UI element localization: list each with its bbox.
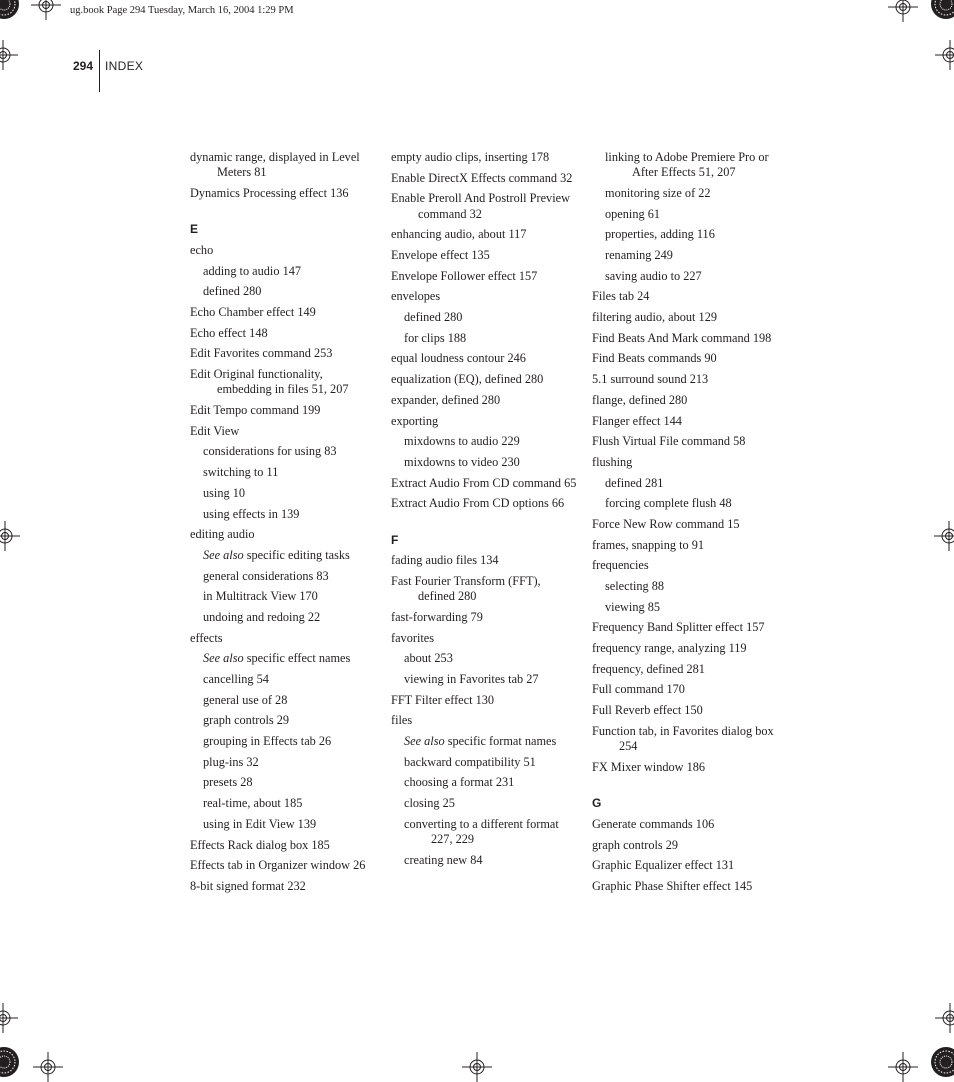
starburst-wheel-icon [0, 1046, 20, 1078]
index-entry [190, 326, 378, 341]
index-subentry [404, 672, 579, 687]
entry-text: Extract Audio From CD options 66 [391, 496, 565, 511]
starburst-wheel-icon [930, 1046, 954, 1078]
section-letter: E [190, 222, 199, 237]
entry-text: specific editing tasks [243, 547, 350, 562]
entry-text: Graphic Equalizer effect 131 [592, 858, 735, 873]
see-also-label: See also [404, 734, 445, 749]
index-subentry [605, 207, 780, 222]
entry-text: equal loudness contour 246 [391, 351, 526, 366]
entry-text: Edit Tempo command 199 [190, 403, 321, 418]
entry-text: Enable DirectX Effects command 32 [391, 170, 573, 185]
entry-text: undoing and redoing 22 [203, 609, 321, 624]
index-entry [592, 372, 780, 387]
index-entry [391, 269, 579, 284]
entry-text: dynamic range, displayed in Level Meters 81 [190, 150, 360, 180]
entry-text: Fast Fourier Transform (FFT), defined 280 [391, 573, 541, 604]
index-entry [190, 838, 378, 853]
index-subentry [203, 693, 378, 708]
entry-text: linking to Adobe Premiere Pro or After Effects 51, 207 [605, 150, 769, 180]
index-column-1 [190, 150, 378, 900]
index-subentry [203, 444, 378, 459]
entry-text: in Multitrack View 170 [203, 589, 318, 604]
entry-text: exporting [391, 413, 439, 428]
index-entry [592, 517, 780, 532]
registration-mark-icon [462, 1052, 492, 1082]
entry-text: Find Beats And Mark command 198 [592, 330, 772, 345]
see-also-label: See also [203, 547, 244, 562]
entry-text: flange, defined 280 [592, 392, 688, 407]
index-entry [592, 760, 780, 775]
section-letter: F [391, 532, 399, 547]
index-entry [391, 553, 579, 568]
index-entry [391, 496, 579, 511]
entry-text: Echo effect 148 [190, 325, 268, 340]
index-entry [592, 351, 780, 366]
index-entry [592, 703, 780, 718]
entry-text: specific format names [444, 734, 557, 749]
index-subentry [203, 796, 378, 811]
index-entry [592, 434, 780, 449]
index-subentry [404, 775, 579, 790]
index-column-3 [592, 150, 780, 900]
index-subentry [404, 455, 579, 470]
header-rule [99, 50, 100, 92]
index-subentry [203, 465, 378, 480]
index-entry [190, 858, 378, 873]
registration-mark-icon [934, 521, 954, 551]
index-entry [592, 641, 780, 656]
entry-text: Files tab 24 [592, 289, 650, 304]
registration-mark-icon [31, 0, 61, 20]
entry-text: specific effect names [243, 651, 351, 666]
index-entry [592, 289, 780, 304]
entry-text: files [391, 713, 413, 728]
index-subentry [203, 589, 378, 604]
index-entry [592, 879, 780, 894]
entry-text: flushing [592, 454, 633, 469]
index-entry [592, 414, 780, 429]
entry-text: Edit View [190, 423, 240, 438]
index-subentry [203, 755, 378, 770]
index-subentry [203, 610, 378, 625]
entry-text: expander, defined 280 [391, 392, 501, 407]
entry-text: Extract Audio From CD command 65 [391, 475, 577, 490]
starburst-wheel-icon [930, 0, 954, 20]
index-subentry [203, 507, 378, 522]
entry-text: Echo Chamber effect 149 [190, 305, 316, 320]
index-entry [190, 403, 378, 418]
entry-text: Frequency Band Splitter effect 157 [592, 620, 765, 635]
entry-text: Envelope Follower effect 157 [391, 268, 538, 283]
starburst-wheel-icon [0, 0, 20, 20]
entry-text: frequencies [592, 558, 649, 573]
index-entry [190, 186, 378, 201]
index-entry [391, 150, 579, 165]
entry-text: Effects Rack dialog box 185 [190, 837, 330, 852]
index-entry [190, 346, 378, 361]
index-entry [592, 817, 780, 832]
index-subentry [203, 713, 378, 728]
index-entry [391, 289, 579, 304]
registration-mark-icon [33, 1052, 63, 1082]
entry-text: Edit Original functionality, embedding in files 51, 207 [190, 367, 349, 397]
index-subentry [605, 150, 780, 181]
index-entry [190, 243, 378, 258]
entry-text: frequency, defined 281 [592, 661, 705, 676]
registration-mark-icon [0, 1003, 18, 1033]
entry-text: presets 28 [203, 775, 253, 790]
index-entry [592, 331, 780, 346]
entry-text: envelopes [391, 289, 441, 304]
index-entry [592, 393, 780, 408]
entry-text: monitoring size of 22 [605, 185, 711, 200]
entry-text: using effects in 139 [203, 506, 300, 521]
index-subentry [404, 817, 579, 848]
entry-text: plug-ins 32 [203, 754, 259, 769]
entry-text: real-time, about 185 [203, 796, 303, 811]
page-number: 294 [73, 59, 94, 73]
index-entry [190, 527, 378, 542]
entry-text: Flush Virtual File command 58 [592, 434, 746, 449]
entry-text: viewing 85 [605, 599, 660, 614]
index-column-2 [391, 150, 579, 874]
entry-text: forcing complete flush 48 [605, 496, 732, 511]
entry-text: Enable Preroll And Postroll Preview command 32 [391, 191, 570, 221]
entry-text: Find Beats commands 90 [592, 351, 717, 366]
index-entry [592, 620, 780, 635]
registration-mark-icon [0, 521, 20, 551]
entry-text: frequency range, analyzing 119 [592, 641, 747, 656]
entry-text: selecting 88 [605, 579, 665, 594]
index-subentry [404, 755, 579, 770]
entry-text: Full Reverb effect 150 [592, 703, 703, 718]
index-subentry [605, 227, 780, 242]
entry-text: FX Mixer window 186 [592, 759, 706, 774]
index-entry [391, 574, 579, 605]
index-subentry [605, 579, 780, 594]
entry-text: enhancing audio, about 117 [391, 227, 527, 242]
entry-text: graph controls 29 [203, 713, 290, 728]
entry-text: Effects tab in Organizer window 26 [190, 858, 366, 873]
entry-text: Force New Row command 15 [592, 516, 740, 531]
registration-mark-icon [935, 1003, 954, 1033]
index-subentry [203, 651, 378, 666]
entry-text: defined 281 [605, 475, 664, 490]
index-subentry [203, 734, 378, 749]
index-entry [391, 610, 579, 625]
registration-mark-icon [888, 0, 918, 22]
entry-text: empty audio clips, inserting 178 [391, 150, 550, 164]
index-subentry [605, 248, 780, 263]
entry-text: switching to 11 [203, 465, 279, 480]
see-also-label: See also [203, 651, 244, 666]
index-subentry [404, 310, 579, 325]
index-entry [391, 693, 579, 708]
entry-text: choosing a format 231 [404, 775, 515, 790]
index-entry [190, 150, 378, 181]
index-entry [391, 631, 579, 646]
entry-text: effects [190, 630, 223, 645]
entry-text: Envelope effect 135 [391, 248, 490, 263]
index-subentry [605, 600, 780, 615]
entry-text: editing audio [190, 527, 255, 542]
entry-text: renaming 249 [605, 248, 673, 263]
index-subentry [203, 817, 378, 832]
entry-text: using 10 [203, 485, 246, 500]
entry-text: fading audio files 134 [391, 553, 499, 568]
entry-text: 8-bit signed format 232 [190, 878, 306, 893]
registration-mark-icon [888, 1052, 918, 1082]
index-entry [592, 724, 780, 755]
entry-text: adding to audio 147 [203, 263, 302, 278]
entry-text: frames, snapping to 91 [592, 537, 705, 552]
entry-text: Dynamics Processing effect 136 [190, 185, 349, 200]
entry-text: equalization (EQ), defined 280 [391, 372, 544, 387]
index-entry [190, 305, 378, 320]
entry-text: viewing in Favorites tab 27 [404, 672, 539, 687]
index-subentry [404, 853, 579, 868]
entry-text: fast-forwarding 79 [391, 609, 483, 624]
entry-text: Edit Favorites command 253 [190, 346, 333, 361]
section-letter: G [592, 796, 602, 811]
index-entry [391, 248, 579, 263]
entry-text: Flanger effect 144 [592, 413, 682, 428]
entry-text: Full command 170 [592, 682, 685, 697]
index-entry [391, 476, 579, 491]
index-subentry [404, 651, 579, 666]
entry-text: backward compatibility 51 [404, 754, 536, 769]
entry-text: mixdowns to audio 229 [404, 434, 520, 449]
index-subentry [404, 331, 579, 346]
entry-text: favorites [391, 630, 435, 645]
entry-text: 5.1 surround sound 213 [592, 372, 709, 387]
index-entry [391, 191, 579, 222]
index-entry [190, 367, 378, 398]
registration-mark-icon [0, 40, 18, 70]
index-subentry [203, 775, 378, 790]
entry-text: about 253 [404, 651, 453, 666]
index-subentry [404, 796, 579, 811]
entry-text: FFT Filter effect 130 [391, 692, 495, 707]
index-subentry [605, 476, 780, 491]
entry-text: properties, adding 116 [605, 227, 715, 242]
entry-text: using in Edit View 139 [203, 816, 317, 831]
entry-text: general considerations 83 [203, 568, 329, 583]
index-entry [592, 682, 780, 697]
index-entry [391, 414, 579, 429]
index-entry [592, 455, 780, 470]
index-entry [190, 424, 378, 439]
index-subentry [605, 269, 780, 284]
index-subentry [404, 734, 579, 749]
index-subentry [203, 264, 378, 279]
index-entry [190, 879, 378, 894]
entry-text: opening 61 [605, 206, 660, 221]
index-entry [391, 393, 579, 408]
index-subentry [203, 569, 378, 584]
running-head: INDEX [105, 59, 144, 73]
entry-text: general use of 28 [203, 692, 288, 707]
entry-text: cancelling 54 [203, 672, 269, 687]
index-entry [592, 558, 780, 573]
index-subentry [203, 284, 378, 299]
entry-text: Graphic Phase Shifter effect 145 [592, 878, 753, 893]
index-subentry [203, 672, 378, 687]
entry-text: considerations for using 83 [203, 444, 337, 459]
entry-text: graph controls 29 [592, 837, 679, 852]
index-entry [391, 351, 579, 366]
entry-text: grouping in Effects tab 26 [203, 734, 332, 749]
entry-text: for clips 188 [404, 330, 467, 345]
index-subentry [605, 496, 780, 511]
print-slug: ug.book Page 294 Tuesday, March 16, 2004 1:29 PM [70, 5, 294, 16]
index-subentry [605, 186, 780, 201]
entry-text: closing 25 [404, 796, 455, 811]
index-entry [391, 372, 579, 387]
index-entry [391, 171, 579, 186]
entry-text: Generate commands 106 [592, 816, 715, 831]
index-entry [190, 631, 378, 646]
index-entry [391, 227, 579, 242]
entry-text: converting to a different format 227, 229 [404, 816, 559, 847]
entry-text: Function tab, in Favorites dialog box 254 [592, 723, 774, 754]
index-entry [592, 838, 780, 853]
index-entry [592, 538, 780, 553]
index-entry [391, 713, 579, 728]
entry-text: creating new 84 [404, 852, 483, 867]
entry-text: filtering audio, about 129 [592, 310, 717, 325]
registration-mark-icon [935, 40, 954, 70]
index-entry [592, 858, 780, 873]
entry-text: mixdowns to video 230 [404, 454, 520, 469]
entry-text: defined 280 [203, 284, 262, 299]
index-entry [592, 662, 780, 677]
entry-text: saving audio to 227 [605, 268, 702, 283]
index-subentry [404, 434, 579, 449]
index-subentry [203, 548, 378, 563]
entry-text: defined 280 [404, 310, 463, 325]
entry-text: echo [190, 242, 214, 257]
index-entry [592, 310, 780, 325]
index-subentry [203, 486, 378, 501]
